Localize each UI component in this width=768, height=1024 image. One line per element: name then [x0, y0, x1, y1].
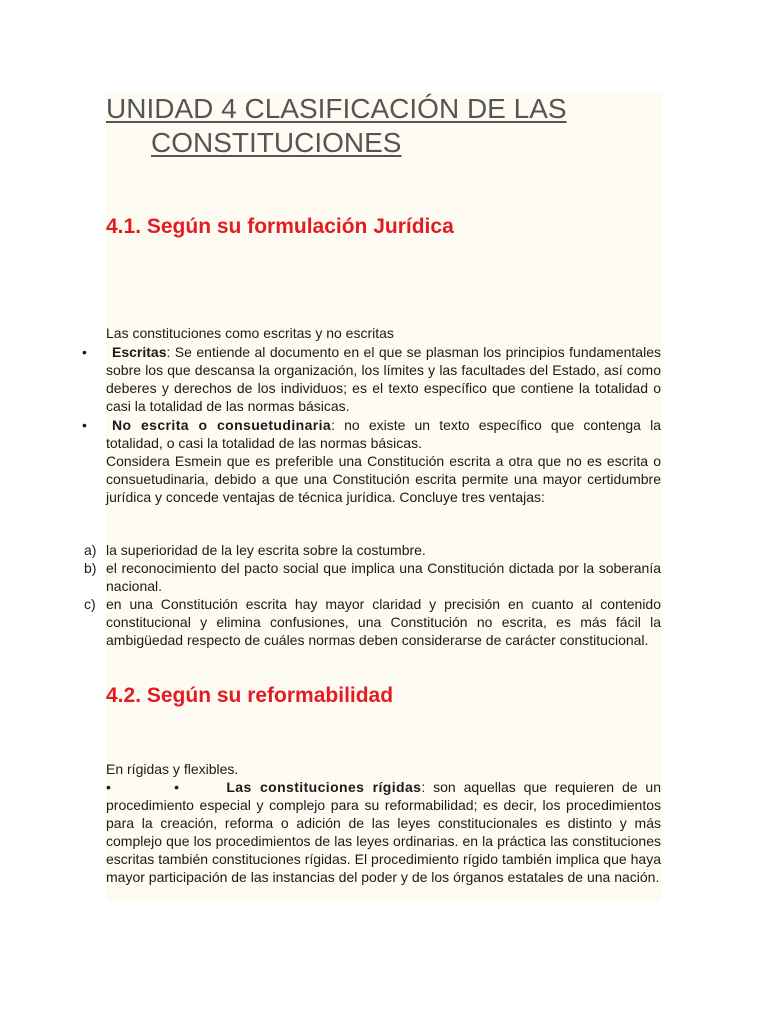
bullet-prefix: • • [106, 779, 179, 795]
list-item-a: la superioridad de la ley escrita sobre la costumbre. [106, 542, 426, 558]
text-rigidas: : son aquellas que requieren de un procedimiento especial y complejo para su reformabilidad; es decir, los procedimientos para la creación, reforma o adición de las leyes constitucionales es distinto y más complejo que los procedimientos de las leyes ordinarias. en la práctica las constituciones escritas también constituciones rígidas. El procedimiento rígido también implica que haya mayor participación de las instancias del poder y de los órganos estatales de una nación. [106, 779, 661, 885]
section2-intro: En rígidas y flexibles. [106, 761, 239, 777]
title-line-1: UNIDAD 4 CLASIFICACIÓN DE LAS [106, 93, 567, 124]
document-title [106, 92, 666, 160]
bullet-rigidas [106, 778, 661, 886]
term-rigidas: Las constituciones rígidas [226, 779, 422, 795]
text-escritas: : Se entiende al documento en el que se plasman los principios fundamentales sobre los que descansa la organización, los límites y las facultades del Estado, así como deberes y derechos de los individuos; es el texto específico que contiene la totalidad o casi la totalidad de las normas básicas. [106, 344, 661, 414]
text-no-escrita: : no existe un texto específico que contenga la totalidad, o casi la totalidad de las normas básicas. [106, 417, 661, 451]
bullet-escritas [106, 343, 661, 415]
title-line-2: CONSTITUCIONES [151, 127, 402, 158]
term-escritas: Escritas [112, 344, 167, 360]
bullet-marker: • [82, 417, 87, 433]
list-item-b: el reconocimiento del pacto social que implica una Constitución dictada por la soberanía nacional. [106, 560, 661, 594]
section-heading-4-1: 4.1. Según su formulación Jurídica [106, 215, 454, 238]
section-heading-4-2: 4.2. Según su reformabilidad [106, 684, 394, 707]
list-marker-a: a) [84, 542, 97, 558]
section1-intro: Las constituciones como escritas y no escritas [106, 325, 394, 341]
bullet-no-escrita [106, 416, 661, 452]
term-no-escrita: No escrita o consuetudinaria [112, 417, 332, 433]
list-item-c: en una Constitución escrita hay mayor claridad y precisión en cuanto al contenido constitucional y elimina confusiones, una Constitución no escrita, es más fácil la ambigüedad respecto de cuáles normas deben considerarse de carácter constitucional. [106, 596, 661, 648]
bullet-marker: • [82, 344, 87, 360]
list-marker-b: b) [84, 560, 97, 576]
list-marker-c: c) [84, 596, 96, 612]
esmein-paragraph: Considera Esmein que es preferible una Constitución escrita a otra que no es escrita o consuetudinaria, debido a que una Constitución escrita permite una mayor certidumbre jurídica y concede ventajas de técnica jurídica. Concluye tres ventajas: [106, 453, 661, 505]
